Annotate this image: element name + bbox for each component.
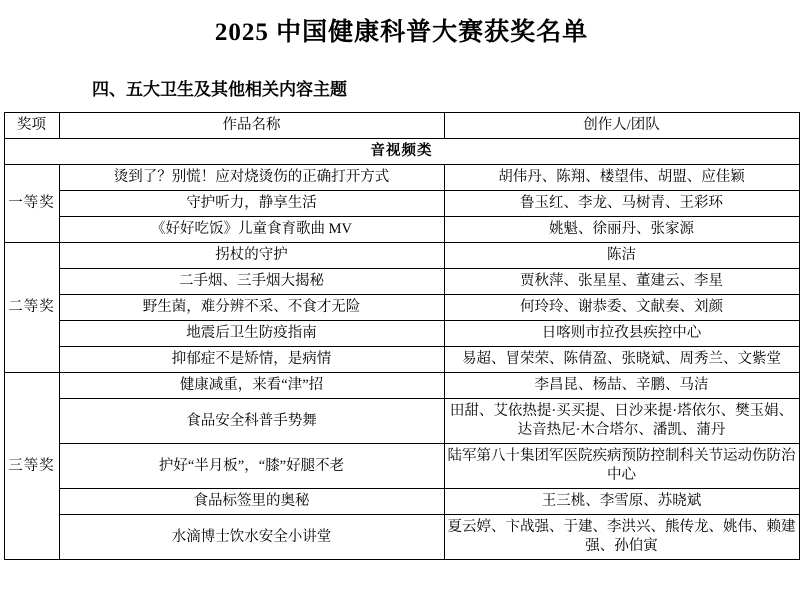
work-title: 二手烟、三手烟大揭秘 xyxy=(59,269,444,295)
work-title: 食品安全科普手势舞 xyxy=(59,399,444,444)
work-title: 地震后卫生防疫指南 xyxy=(59,321,444,347)
team-names: 易超、冒荣荣、陈倩盈、张晓斌、周秀兰、文紫堂 xyxy=(444,347,799,373)
team-names: 日喀则市拉孜县疾控中心 xyxy=(444,321,799,347)
team-names: 陈洁 xyxy=(444,243,799,269)
table-row xyxy=(4,373,799,399)
category-banner: 音视频类 xyxy=(4,139,799,165)
team-names: 姚魁、徐丽丹、张家源 xyxy=(444,217,799,243)
team-names: 王三桃、李雪原、苏晓斌 xyxy=(444,489,799,515)
table-row xyxy=(4,515,799,560)
table-row xyxy=(4,399,799,444)
work-title: 护好“半月板”，“膝”好腿不老 xyxy=(59,444,444,489)
work-title: 水滴博士饮水安全小讲堂 xyxy=(59,515,444,560)
prize-cell-first: 一等奖 xyxy=(4,165,59,243)
section-title: 四、五大卫生及其他相关内容主题 xyxy=(92,80,347,99)
work-title: 守护听力，静享生活 xyxy=(59,191,444,217)
award-table xyxy=(4,112,800,560)
table-row xyxy=(4,243,799,269)
team-names: 贾秋萍、张星星、董建云、李星 xyxy=(444,269,799,295)
table-row xyxy=(4,444,799,489)
table-header-row xyxy=(4,113,799,139)
category-banner-row xyxy=(4,139,799,165)
work-title: 食品标签里的奥秘 xyxy=(59,489,444,515)
table-row xyxy=(4,165,799,191)
team-names: 胡伟丹、陈翔、楼望伟、胡盟、应佳颖 xyxy=(444,165,799,191)
work-title: 健康减重，来看“津”招 xyxy=(59,373,444,399)
prize-cell-third: 三等奖 xyxy=(4,373,59,560)
prize-cell-second: 二等奖 xyxy=(4,243,59,373)
work-title: 野生菌，难分辨不采、不食才无险 xyxy=(59,295,444,321)
table-row xyxy=(4,269,799,295)
team-names: 陆军第八十集团军医院疾病预防控制科关节运动伤防治中心 xyxy=(444,444,799,489)
column-header-team: 创作人/团队 xyxy=(444,113,799,139)
table-row xyxy=(4,295,799,321)
work-title: 抑郁症不是矫情，是病情 xyxy=(59,347,444,373)
work-title: 《好好吃饭》儿童食育歌曲 MV xyxy=(59,217,444,243)
team-names: 田甜、艾依热提·买买提、日沙来提·塔依尔、樊玉娟、达音热尼·木合塔尔、潘凯、蒲丹 xyxy=(444,399,799,444)
table-row xyxy=(4,347,799,373)
work-title: 烫到了？别慌！应对烧烫伤的正确打开方式 xyxy=(59,165,444,191)
column-header-prize: 奖项 xyxy=(4,113,59,139)
page-title: 2025 中国健康科普大赛获奖名单 xyxy=(214,19,589,46)
team-names: 何玲玲、谢恭委、文献奏、刘颜 xyxy=(444,295,799,321)
table-row xyxy=(4,217,799,243)
table-row xyxy=(4,191,799,217)
table-row xyxy=(4,321,799,347)
team-names: 鲁玉红、李龙、马树青、王彩环 xyxy=(444,191,799,217)
team-names: 夏云婷、卞战强、于建、李洪兴、熊传龙、姚伟、赖建强、孙伯寅 xyxy=(444,515,799,560)
column-header-work: 作品名称 xyxy=(59,113,444,139)
document-page xyxy=(0,16,803,605)
team-names: 李昌昆、杨喆、辛鹏、马洁 xyxy=(444,373,799,399)
table-row xyxy=(4,489,799,515)
work-title: 拐杖的守护 xyxy=(59,243,444,269)
